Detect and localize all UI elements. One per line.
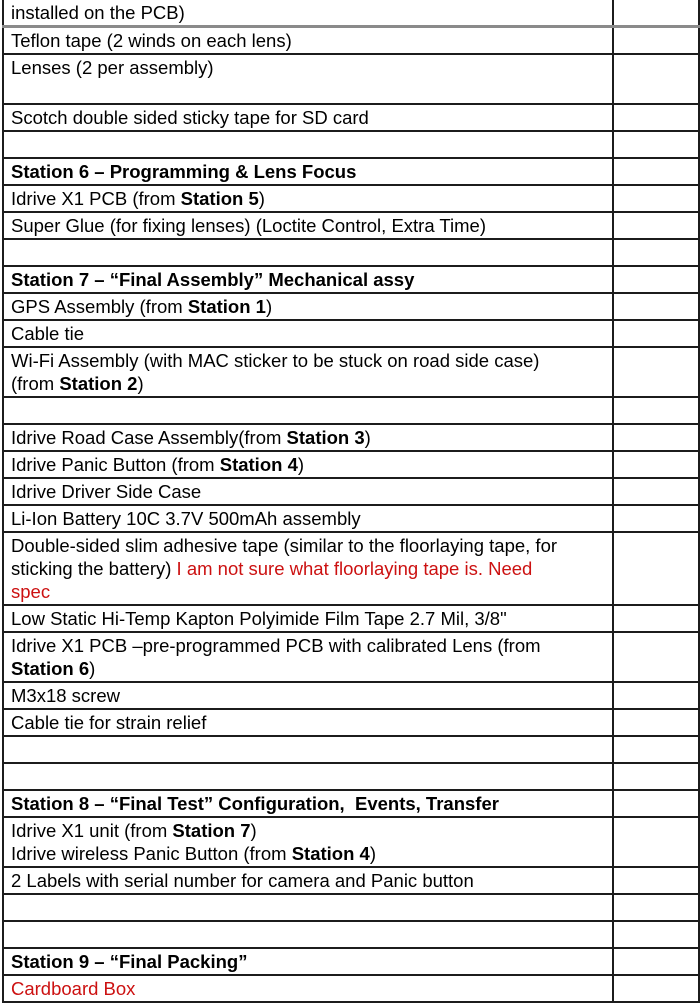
text-segment: ) — [297, 454, 305, 475]
check-cell — [613, 763, 699, 790]
empty-row — [3, 763, 699, 790]
item-row — [3, 293, 699, 320]
text-segment: Super Glue (for fixing lenses) (Loctite Control, Extra Time) — [11, 215, 487, 236]
text-segment: Cardboard Box — [11, 978, 136, 999]
cell-text-line — [11, 842, 605, 865]
text-segment: Double-sided slim adhesive tape (similar to the floorlaying tape, for — [11, 535, 558, 556]
cell-text-line — [11, 923, 605, 946]
text-segment: Idrive X1 unit (from — [11, 820, 173, 841]
text-segment: Cable tie for strain relief — [11, 712, 207, 733]
empty-row — [3, 131, 699, 158]
cell-text-line — [11, 295, 605, 318]
item-cell — [3, 266, 613, 293]
empty-row — [3, 397, 699, 424]
empty-row — [3, 736, 699, 763]
item-row — [3, 54, 699, 104]
cell-text-line — [11, 133, 605, 156]
text-segment: ) — [137, 373, 144, 394]
check-cell — [613, 478, 699, 505]
check-cell — [613, 212, 699, 239]
cell-text-line — [11, 453, 605, 476]
check-cell — [613, 948, 699, 975]
empty-row — [3, 921, 699, 948]
check-cell — [613, 975, 699, 1002]
item-row — [3, 104, 699, 131]
item-row — [3, 682, 699, 709]
text-segment: Wi-Fi Assembly (with MAC sticker to be stuck on road side case) — [11, 350, 540, 371]
item-cell — [3, 54, 613, 104]
text-segment: Station 6 – Programming & Lens Focus — [11, 161, 357, 182]
text-segment: Idrive Road Case Assembly(from — [11, 427, 287, 448]
text-segment: Station 7 – “Final Assembly” Mechanical assy — [11, 269, 415, 290]
item-cell — [3, 0, 613, 27]
parts-table — [2, 0, 700, 1003]
check-cell — [613, 921, 699, 948]
item-row — [3, 817, 699, 867]
check-cell — [613, 894, 699, 921]
item-row — [3, 975, 699, 1002]
cell-text-line — [11, 792, 605, 815]
check-cell — [613, 131, 699, 158]
cell-text-line — [11, 557, 605, 580]
item-cell — [3, 451, 613, 478]
item-cell — [3, 921, 613, 948]
item-row — [3, 632, 699, 682]
item-cell — [3, 532, 613, 605]
item-cell — [3, 347, 613, 397]
item-row — [3, 709, 699, 736]
text-segment: Station 3 — [286, 427, 365, 448]
item-cell — [3, 239, 613, 266]
text-segment: sticking the battery) — [11, 558, 177, 579]
text-segment: Low Static Hi-Temp Kapton Polyimide Film Tape 2.7 Mil, 3/8" — [11, 608, 507, 629]
cell-text-line — [11, 684, 605, 707]
check-cell — [613, 605, 699, 632]
text-segment: Cable tie — [11, 323, 85, 344]
text-segment: GPS Assembly (from — [11, 296, 188, 317]
text-segment: ) — [258, 188, 265, 209]
item-cell — [3, 27, 613, 55]
item-cell — [3, 320, 613, 347]
text-segment: Lenses (2 per assembly) — [11, 57, 214, 78]
cell-text-line — [11, 580, 605, 603]
text-segment: Station 1 — [187, 296, 266, 317]
cell-text-line — [11, 507, 605, 530]
check-cell — [613, 239, 699, 266]
text-segment: Station 4 — [291, 843, 370, 864]
cell-text-line — [11, 29, 605, 52]
item-cell — [3, 605, 613, 632]
cell-text-line — [11, 241, 605, 264]
cell-text-line — [11, 322, 605, 345]
text-segment: Idrive Driver Side Case — [11, 481, 202, 502]
text-segment: ) — [369, 843, 376, 864]
text-segment: Teflon tape (2 winds on each lens) — [11, 30, 292, 51]
check-cell — [613, 632, 699, 682]
item-cell — [3, 424, 613, 451]
item-cell — [3, 505, 613, 532]
cell-text-line — [11, 896, 605, 919]
item-cell — [3, 632, 613, 682]
cell-text-line — [11, 711, 605, 734]
text-segment: ) — [250, 820, 257, 841]
cell-text-line — [11, 349, 605, 372]
check-cell — [613, 293, 699, 320]
text-segment: ) — [364, 427, 371, 448]
check-cell — [613, 266, 699, 293]
item-cell — [3, 682, 613, 709]
cell-text-line — [11, 534, 605, 557]
check-cell — [613, 424, 699, 451]
cell-text-line — [11, 372, 605, 395]
check-cell — [613, 867, 699, 894]
text-segment: Station 7 — [172, 820, 251, 841]
cell-text-line — [11, 869, 605, 892]
cell-text-line — [11, 399, 605, 422]
text-segment: ) — [265, 296, 273, 317]
cell-text-line — [11, 634, 605, 657]
text-segment: (from — [11, 373, 60, 394]
item-row — [3, 27, 699, 55]
item-row — [3, 424, 699, 451]
item-cell — [3, 817, 613, 867]
check-cell — [613, 709, 699, 736]
item-row — [3, 0, 699, 27]
item-row — [3, 478, 699, 505]
parts-table-body — [3, 0, 699, 1002]
item-cell — [3, 894, 613, 921]
cell-text-line — [11, 607, 605, 630]
item-cell — [3, 397, 613, 424]
text-segment: Scotch double sided sticky tape for SD card — [11, 107, 369, 128]
item-row — [3, 505, 699, 532]
text-segment: Idrive Panic Button (from — [11, 454, 220, 475]
check-cell — [613, 27, 699, 55]
cell-text-line — [11, 657, 605, 680]
empty-row — [3, 239, 699, 266]
text-segment: Station 6 — [11, 658, 90, 679]
check-cell — [613, 790, 699, 817]
item-cell — [3, 975, 613, 1002]
cell-text-line — [11, 765, 605, 788]
cell-text-line — [11, 480, 605, 503]
item-cell — [3, 131, 613, 158]
item-cell — [3, 293, 613, 320]
check-cell — [613, 397, 699, 424]
check-cell — [613, 320, 699, 347]
section-header-row — [3, 266, 699, 293]
text-segment: I am not sure what floorlaying tape is. Need — [176, 558, 533, 579]
check-cell — [613, 104, 699, 131]
item-cell — [3, 478, 613, 505]
text-segment: installed on the PCB) — [11, 2, 185, 23]
cell-text-line — [11, 819, 605, 842]
item-row — [3, 451, 699, 478]
item-row — [3, 605, 699, 632]
item-cell — [3, 948, 613, 975]
section-header-row — [3, 158, 699, 185]
item-row — [3, 185, 699, 212]
cell-text-line — [11, 214, 605, 237]
text-segment: ) — [89, 658, 96, 679]
text-segment: M3x18 screw — [11, 685, 120, 706]
cell-text-line — [11, 1, 605, 24]
cell-text-line — [11, 426, 605, 449]
item-row — [3, 347, 699, 397]
item-cell — [3, 212, 613, 239]
section-header-row — [3, 948, 699, 975]
item-row — [3, 320, 699, 347]
text-segment: Station 2 — [59, 373, 138, 394]
check-cell — [613, 682, 699, 709]
item-cell — [3, 185, 613, 212]
text-segment: Station 4 — [219, 454, 298, 475]
cell-text-line — [11, 268, 605, 291]
check-cell — [613, 736, 699, 763]
text-segment: Idrive X1 PCB (from — [11, 188, 181, 209]
item-cell — [3, 736, 613, 763]
text-segment: spec — [11, 581, 51, 602]
check-cell — [613, 505, 699, 532]
text-segment: 2 Labels with serial number for camera and Panic button — [11, 870, 474, 891]
cell-text-line — [11, 187, 605, 210]
text-segment: Station 9 – “Final Packing” — [11, 951, 248, 972]
text-segment: Station 8 – “Final Test” Configuration, Events, Transfer — [11, 793, 499, 814]
check-cell — [613, 451, 699, 478]
item-row — [3, 867, 699, 894]
text-segment: Li-Ion Battery 10C 3.7V 500mAh assembly — [11, 508, 361, 529]
check-cell — [613, 347, 699, 397]
section-header-row — [3, 790, 699, 817]
cell-text-line — [11, 977, 605, 1000]
check-cell — [613, 532, 699, 605]
item-cell — [3, 104, 613, 131]
item-cell — [3, 709, 613, 736]
item-row — [3, 532, 699, 605]
check-cell — [613, 185, 699, 212]
check-cell — [613, 817, 699, 867]
text-segment: Idrive wireless Panic Button (from — [11, 843, 292, 864]
cell-text-line — [11, 738, 605, 761]
item-cell — [3, 763, 613, 790]
cell-text-line — [11, 56, 605, 79]
text-segment: Idrive X1 PCB –pre-programmed PCB with calibrated Lens (from — [11, 635, 541, 656]
cell-text-line — [11, 106, 605, 129]
check-cell — [613, 158, 699, 185]
cell-text-line — [11, 160, 605, 183]
check-cell — [613, 54, 699, 104]
item-cell — [3, 867, 613, 894]
item-cell — [3, 158, 613, 185]
text-segment: Station 5 — [180, 188, 259, 209]
item-cell — [3, 790, 613, 817]
cell-text-line — [11, 950, 605, 973]
empty-row — [3, 894, 699, 921]
check-cell — [613, 0, 699, 27]
cell-text-line — [11, 79, 605, 102]
item-row — [3, 212, 699, 239]
